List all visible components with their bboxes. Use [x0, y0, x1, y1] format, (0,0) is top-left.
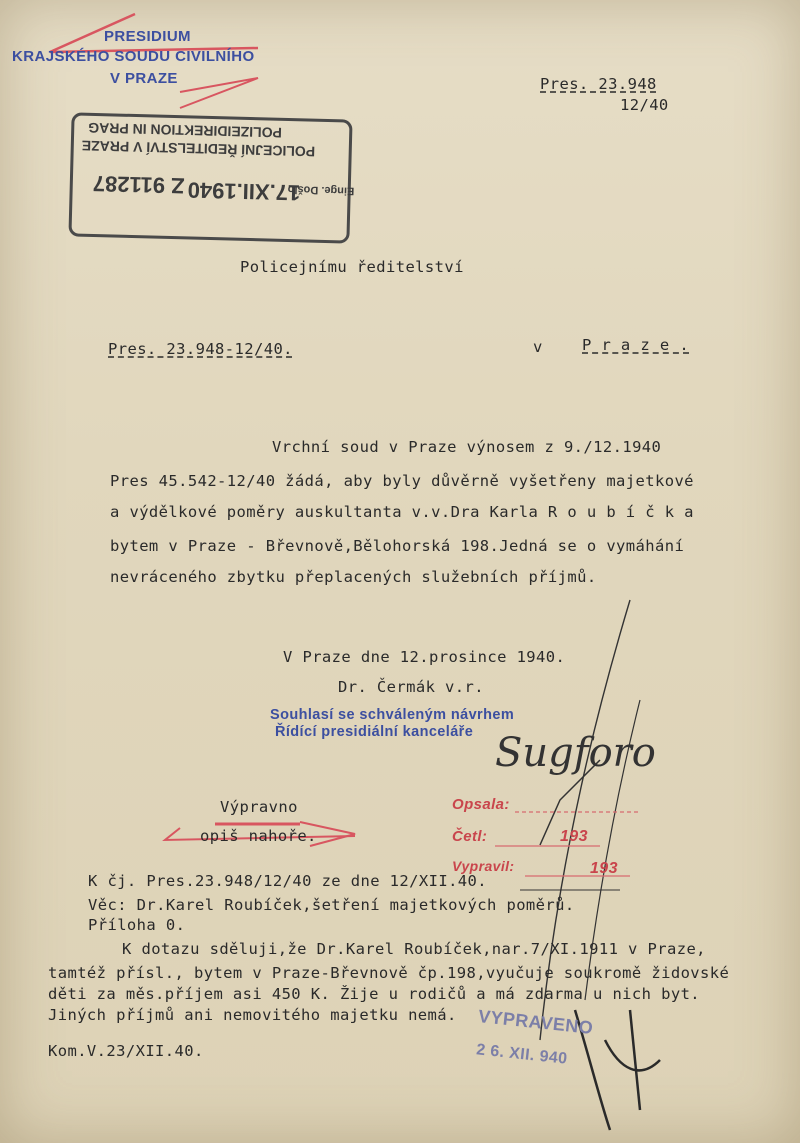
- police-stamp-date: 17.XII.1940: [187, 177, 301, 206]
- office-stamp-cetl: Četl:: [452, 828, 488, 845]
- office-stamp-year-1: 193: [560, 828, 588, 845]
- ref-number: Pres. 23.948-12/40.: [108, 340, 293, 358]
- ref-v: v: [533, 338, 543, 356]
- sent-stamp-label: VYPRAVENO: [477, 1006, 595, 1038]
- approval-stamp-line1: Souhlasí se schváleným návrhem: [270, 707, 515, 723]
- body-line-4: bytem v Praze - Břevnově,Bělohorská 198.Jedná se o vymáhání: [110, 537, 685, 555]
- body-line-5: nevráceného zbytku přeplacených služebních příjmů.: [110, 568, 597, 586]
- reply-attachment: Příloha 0.: [88, 916, 186, 934]
- body-line-1: Vrchní soud v Praze výnosem z 9./12.1940: [272, 438, 662, 456]
- date-line: V Praze dne 12.prosince 1940.: [283, 648, 566, 666]
- addressee: Policejnímu ředitelství: [240, 258, 464, 276]
- reply-line-2: tamtéž přísl., bytem v Praze-Břevnově čp.198,vyučuje soukromě židovské: [48, 964, 730, 982]
- police-stamp-received-prefix: Einge. Došlo: [287, 183, 355, 197]
- reply-line-1: K dotazu sděluji,že Dr.Karel Roubíček,nar.7/XI.1911 v Praze,: [122, 940, 706, 958]
- ref-top-line1: Pres. 23.948: [540, 75, 657, 93]
- body-line-2: Pres 45.542-12/40 žádá, aby byly důvěrně vyšetřeny majetkové: [110, 472, 694, 490]
- header-stamp-line2: KRAJSKÉHO SOUDU CIVILNÍHO: [12, 48, 255, 65]
- reply-line-4: Jiných příjmů ani nemovitého majetku nemá.: [48, 1006, 457, 1024]
- ref-place: P r a z e .: [582, 336, 690, 354]
- approval-stamp-line2: Řídící presidiální kanceláře: [275, 724, 474, 740]
- header-stamp-line3: V PRAZE: [110, 70, 178, 87]
- vypravno-note: opiš nahoře.: [200, 827, 317, 845]
- police-stamp-line1: POLIZEIDIREKTION IN PRAG: [88, 119, 283, 141]
- office-stamp-year-2: 193: [590, 860, 618, 877]
- office-stamp-vypravil: Vypravil:: [452, 858, 515, 874]
- police-stamp-line2: POLICEJNÍ ŘEDITELSTVÍ V PRAZE: [81, 137, 316, 160]
- sent-stamp-date: 2 6. XII. 940: [475, 1041, 569, 1068]
- police-stamp-number: Z 911287: [92, 170, 185, 199]
- ref-top-line2: 12/40: [620, 96, 669, 114]
- vypravno-label: Výpravno: [220, 798, 298, 816]
- office-stamp-opsala: Opsala:: [452, 796, 510, 813]
- reply-footer: Kom.V.23/XII.40.: [48, 1042, 204, 1060]
- signer: Dr. Čermák v.r.: [338, 678, 484, 696]
- reply-line-3: děti za měs.příjem asi 450 K. Žije u rodičů a má zdarma u nich byt.: [48, 985, 701, 1003]
- header-stamp-line1: PRESIDIUM: [104, 28, 191, 45]
- handwritten-signature: Sugforo: [495, 730, 656, 776]
- police-received-stamp: [68, 112, 355, 243]
- body-line-3: a výdělkové poměry auskultanta v.v.Dra Karla R o u b í č k a: [110, 503, 694, 521]
- reply-subject: Věc: Dr.Karel Roubíček,šetření majetkových poměrů.: [88, 896, 575, 914]
- reply-ref: K čj. Pres.23.948/12/40 ze dne 12/XII.40.: [88, 872, 488, 890]
